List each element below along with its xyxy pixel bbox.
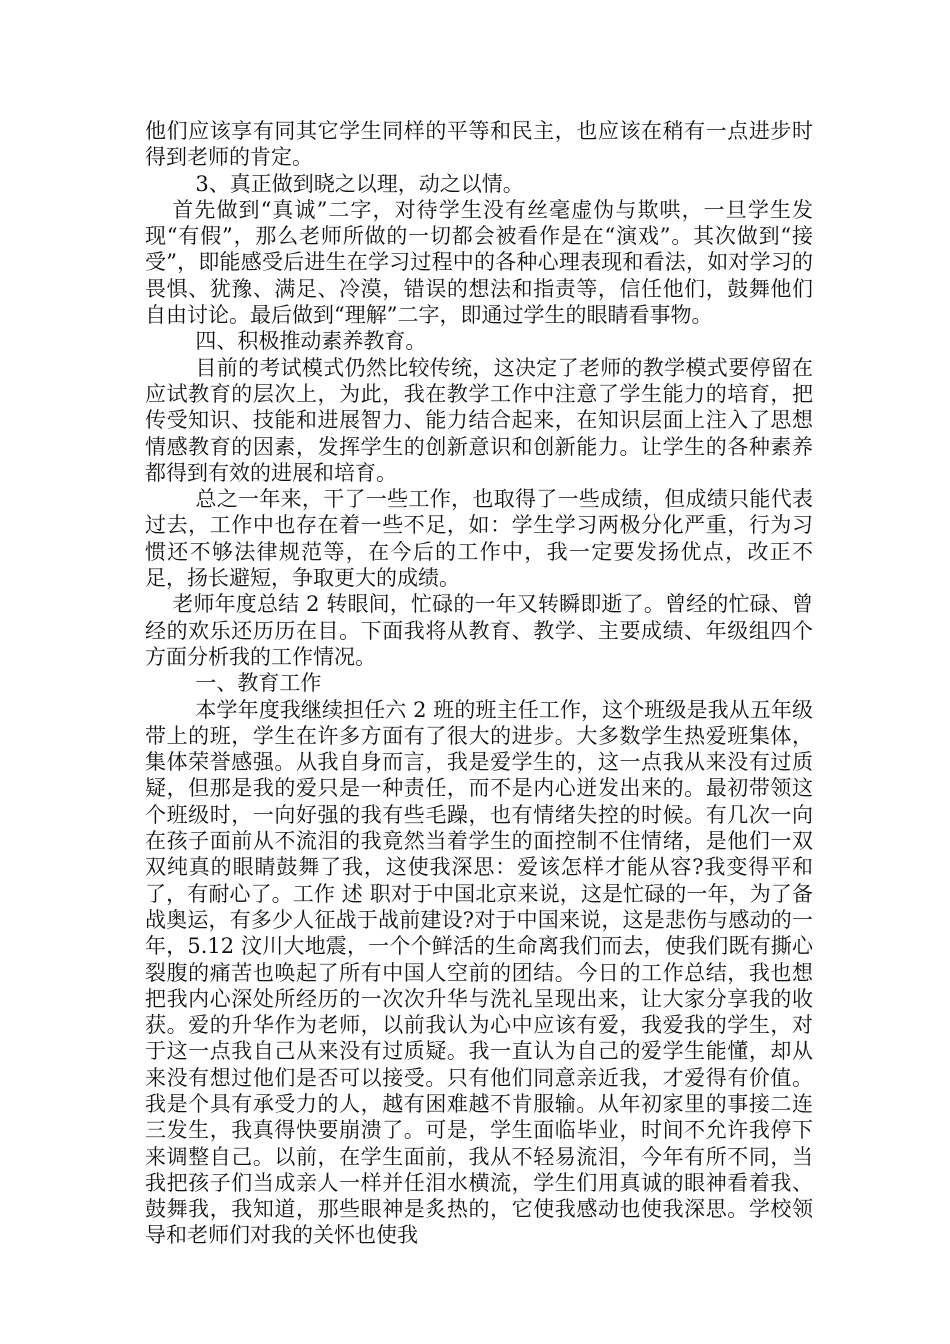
paragraph-summary: 总之一年来，干了一些工作，也取得了一些成绩，但成绩只能代表过去，工作中也存在着一些不足，如：学生学习两极分化严重，行为习惯还不够法律规范等，在今后的工作中，我一定要发扬优点，改正不足，扬长避短，争取更大的成绩。 — [145, 487, 813, 591]
paragraph-continuation: 他们应该享有同其它学生同样的平等和民主，也应该在稍有一点进步时得到老师的肯定。 — [145, 119, 813, 170]
section-heading-education: 一、教育工作 — [195, 671, 322, 696]
paragraph-summary-2-intro: 老师年度总结 2 转眼间，忙碌的一年又转瞬即逝了。曾经的忙碌、曾经的欢乐还历历在目。下面我将从教育、教学、主要成绩、年级组四个方面分析我的工作情况。 — [145, 592, 813, 669]
paragraph-class-teacher: 本学年度我继续担任六 2 班的班主任工作，这个班级是我从五年级带上的班，学生在许多方面有了很大的进步。大多数学生热爱班集体，集体荣誉感强。从我自身而言，我是爱学生的，这一点我从来没有过质疑，但那是我的爱只是一种责任，而不是内心迸发出来的。最初带领这个班级时，一向好强的我有些毛躁，也有情绪失控的时候。有几次一向在孩子面前从不流泪的我竟然当着学生的面控制不住情绪，是他们一双双纯真的眼睛鼓舞了我，这使我深思：爱该怎样才能从容?我变得平和了，有耐心了。工作 述 职对于中国北京来说，这是忙碌的一年，为了备战奥运，有多少人征战于战前建设?对于中国来说，这是悲伤与感动的一年，5.12 汶川大地震，一个个鲜活的生命离我们而去，使我们既有撕心裂腹的痛苦也唤起了所有中国人空前的团结。今日的工作总结，我也想把我内心深处所经历的一次次升华与洗礼呈现出来，让大家分享我的收获。爱的升华作为老师，以前我认为心中应该有爱，我爱我的学生，对于这一点我自己从来没有过质疑。我一直认为自己的爱学生能懂，却从来没有想过他们是否可以接受。只有他们同意亲近我，才爱得有价值。我是个具有承受力的人，越有困难越不肯服输。从年初家里的事接二连三发生，我真得快要崩溃了。可是，学生面临毕业，时间不允许我停下来调整自己。以前，在学生面前，我从不轻易流泪，今年有所不同，当我把孩子们当成亲人一样并任泪水横流，学生们用真诚的眼神看着我、鼓舞我，我知道，那些眼神是炙热的，它使我感动也使我深思。学校领导和老师们对我的关怀也使我 — [145, 697, 813, 1248]
paragraph-heading-3: 3、真正做到晓之以理，动之以情。 — [195, 171, 524, 196]
section-heading-4: 四、积极推动素养教育。 — [195, 329, 427, 354]
paragraph-sincerity: 首先做到“真诚”二字，对待学生没有丝毫虚伪与欺哄，一旦学生发现“有假”，那么老师所做的一切都会被看作是在“演戏”。其次做到“接受”，即能感受后进生在学习过程中的各种心理表现和看法，如对学习的畏惧、犹豫、满足、冷漠，错误的想法和指责等，信任他们，鼓舞他们自由讨论。最后做到“理解”二字，即通过学生的眼睛看事物。 — [145, 197, 813, 328]
paragraph-exam-mode: 目前的考试模式仍然比较传统，这决定了老师的教学模式要停留在应试教育的层次上，为此，我在教学工作中注意了学生能力的培育，把传受知识、技能和进展智力、能力结合起来，在知识层面上注入了思想情感教育的因素，发挥学生的创新意识和创新能力。让学生的各种素养都得到有效的进展和培育。 — [145, 355, 813, 485]
document-body — [145, 118, 813, 1249]
